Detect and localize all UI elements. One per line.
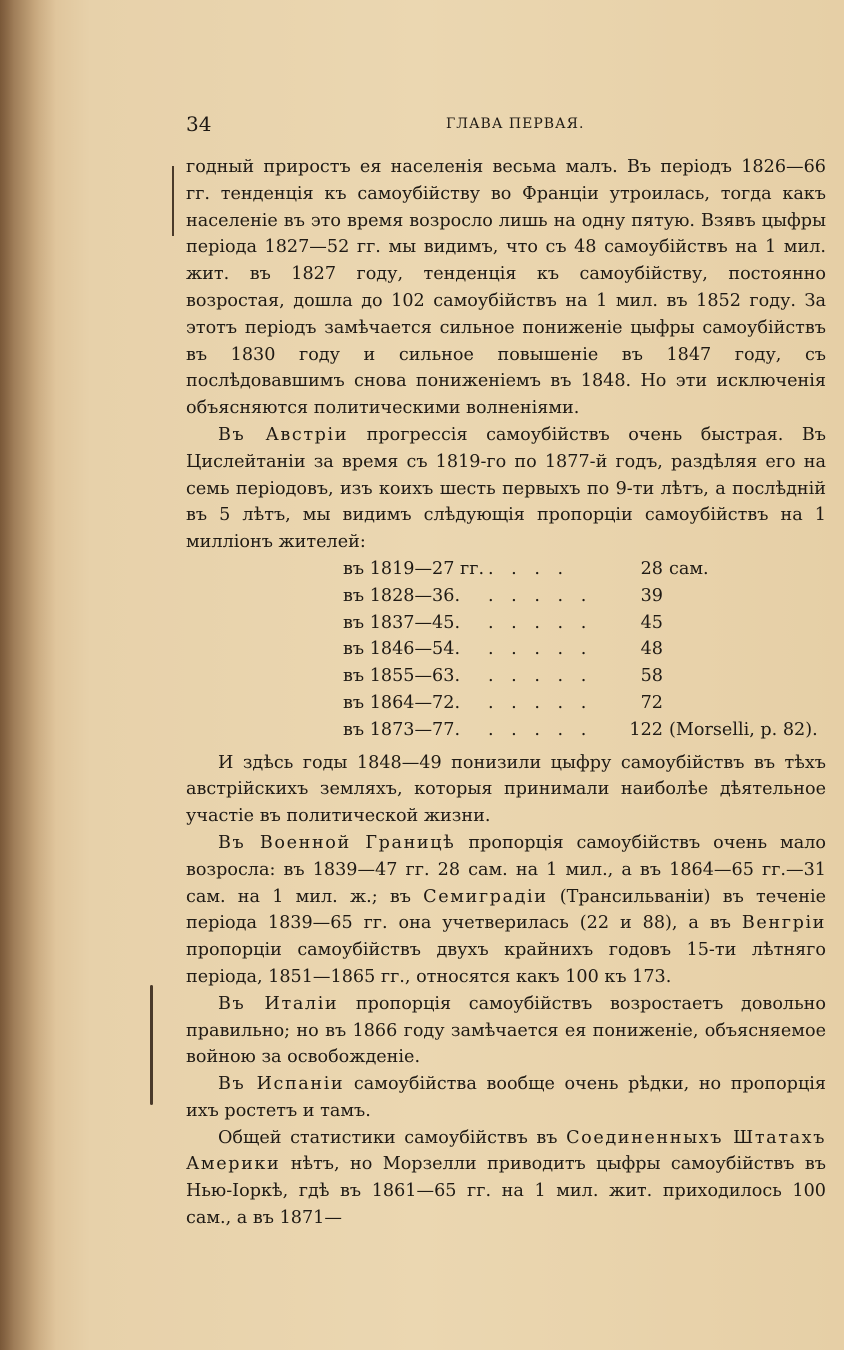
note-cell: (Morselli, p. 82). xyxy=(669,719,818,740)
page-number: 34 xyxy=(186,112,212,136)
note-cell: сам. xyxy=(669,558,709,579)
leader-dots: . . . . . xyxy=(488,666,593,687)
book-spine-shadow xyxy=(0,0,56,1350)
paragraph-text: Общей статистики самоубійствъ въ xyxy=(218,1127,567,1148)
table-row xyxy=(343,636,818,663)
page-header xyxy=(186,112,826,142)
note-cell xyxy=(663,583,818,610)
leader-dots: . . . . . xyxy=(488,639,593,660)
paragraph-text: пропорціи самоубійствъ двухъ крайнихъ годовъ 15-ти лѣтняго періода, 1851—1865 гг., относятся какъ 100 къ 173. xyxy=(186,940,826,987)
table-row xyxy=(343,690,818,717)
period-cell: въ 1837—45. xyxy=(343,612,461,633)
period-cell: въ 1864—72. xyxy=(343,692,461,713)
leader-dots: . . . . . xyxy=(488,719,593,740)
paragraph: годный приростъ ея населенія весьма малъ. Въ періодъ 1826—66 гг. тенденція къ самоубійству во Франціи утроилась, тогда какъ населеніе въ это время возросло лишь на одну пятую. Взявъ цыфры періода 1827—52 гг. мы видимъ, что съ 48 самоубійствъ на 1 мил. жит. въ 1827 году, тенденція къ самоубійству, постоянно возростая, дошла до 102 самоубійствъ на 1 мил. въ 1852 году. За этотъ періодъ замѣчается сильное пониженіе цыфры самоубійствъ въ 1830 году и сильное повышеніе въ 1847 году, съ послѣдовавшимъ снова пониженіемъ въ 1848. Но эти исключенія объясняются политическими волненіями. xyxy=(186,157,826,419)
paragraph-text: (Трансильваніи) въ теченіе періода 1839—65 гг. она учетверилась (22 и 88), а въ xyxy=(186,886,826,934)
leader-dots: . . . . . xyxy=(488,692,593,713)
value-cell: 48 xyxy=(640,639,663,660)
value-cell: 72 xyxy=(640,692,663,713)
table-row xyxy=(343,610,818,637)
period-cell: въ 1819—27 гг. xyxy=(343,558,485,579)
note-cell xyxy=(663,610,818,637)
paragraph-text: пропорція самоубійствъ возростаетъ довольно правильно; но въ 1866 году замѣчается ея пониженіе, объясняемое войною за освобожденіе. xyxy=(186,993,826,1068)
country-name: Соединенныхъ Штатахъ Америки xyxy=(186,1127,827,1175)
country-name: Венгріи xyxy=(741,913,826,934)
paragraph: И здѣсь годы 1848—49 понизили цыфру самоубійствъ въ тѣхъ австрійскихъ земляхъ, которыя принимали наиболѣе дѣятельное участіе въ политической жизни. xyxy=(186,752,826,827)
paragraph-text: самоубійства вообще очень рѣдки, но пропорція ихъ ростетъ и тамъ. xyxy=(186,1074,826,1121)
country-name: Въ Италіи xyxy=(218,993,339,1014)
table-row xyxy=(343,717,818,744)
paragraph xyxy=(186,1125,826,1232)
country-name: Въ Испаніи xyxy=(218,1074,345,1095)
leader-dots: . . . . . xyxy=(488,612,593,633)
margin-mark xyxy=(172,166,174,236)
leader-dots: . . . . . xyxy=(488,585,593,606)
country-name: Семиградіи xyxy=(423,886,548,907)
note-cell xyxy=(663,663,818,690)
paragraph-text: прогрессія самоубійствъ очень быстрая. Въ Цислейтаніи за время съ 1819-го по 1877-й годъ, раздѣляя его на семь періодовъ, изъ коихъ шесть первыхъ по 9-ти лѣтъ, а послѣдній въ 5 лѣтъ, мы видимъ слѣдующія пропорціи самоубійствъ на 1 милліонъ жителей: xyxy=(186,424,826,553)
table-row xyxy=(343,583,818,610)
note-cell xyxy=(663,690,818,717)
paragraph-text: пропорція самоубійствъ очень мало возросла: въ 1839—47 гг. 28 сам. на 1 мил., а въ 1864—65 гг.—31 сам. на 1 мил. ж.; въ xyxy=(186,832,826,907)
paragraph xyxy=(186,1071,826,1125)
table-row xyxy=(343,556,818,583)
value-cell: 45 xyxy=(640,612,663,633)
paragraph xyxy=(186,422,826,556)
running-head: ГЛАВА ПЕРВАЯ. xyxy=(446,116,585,132)
period-cell: въ 1855—63. xyxy=(343,666,461,687)
value-cell: 39 xyxy=(640,585,663,606)
value-cell: 28 xyxy=(640,558,663,579)
austria-suicide-table xyxy=(343,556,818,744)
country-name: Въ Военной Границѣ xyxy=(218,832,456,853)
table-row xyxy=(343,663,818,690)
note-cell xyxy=(663,636,818,663)
value-cell: 58 xyxy=(640,666,663,687)
country-name: Въ Австріи xyxy=(218,424,349,445)
paragraph xyxy=(186,991,826,1071)
paragraph xyxy=(186,830,826,991)
period-cell: въ 1828—36. xyxy=(343,585,461,606)
leader-dots: . . . . xyxy=(488,558,570,579)
value-cell: 122 xyxy=(629,719,663,740)
body-text xyxy=(186,154,826,1232)
margin-mark xyxy=(150,985,153,1105)
paragraph-text: нѣтъ, но Морзелли приводитъ цыфры самоубійствъ въ Нью-Іоркѣ, гдѣ въ 1861—65 гг. на 1 мил. жит. приходилось 100 сам., а въ 1871— xyxy=(186,1154,826,1229)
period-cell: въ 1846—54. xyxy=(343,639,461,660)
period-cell: въ 1873—77. xyxy=(343,719,461,740)
